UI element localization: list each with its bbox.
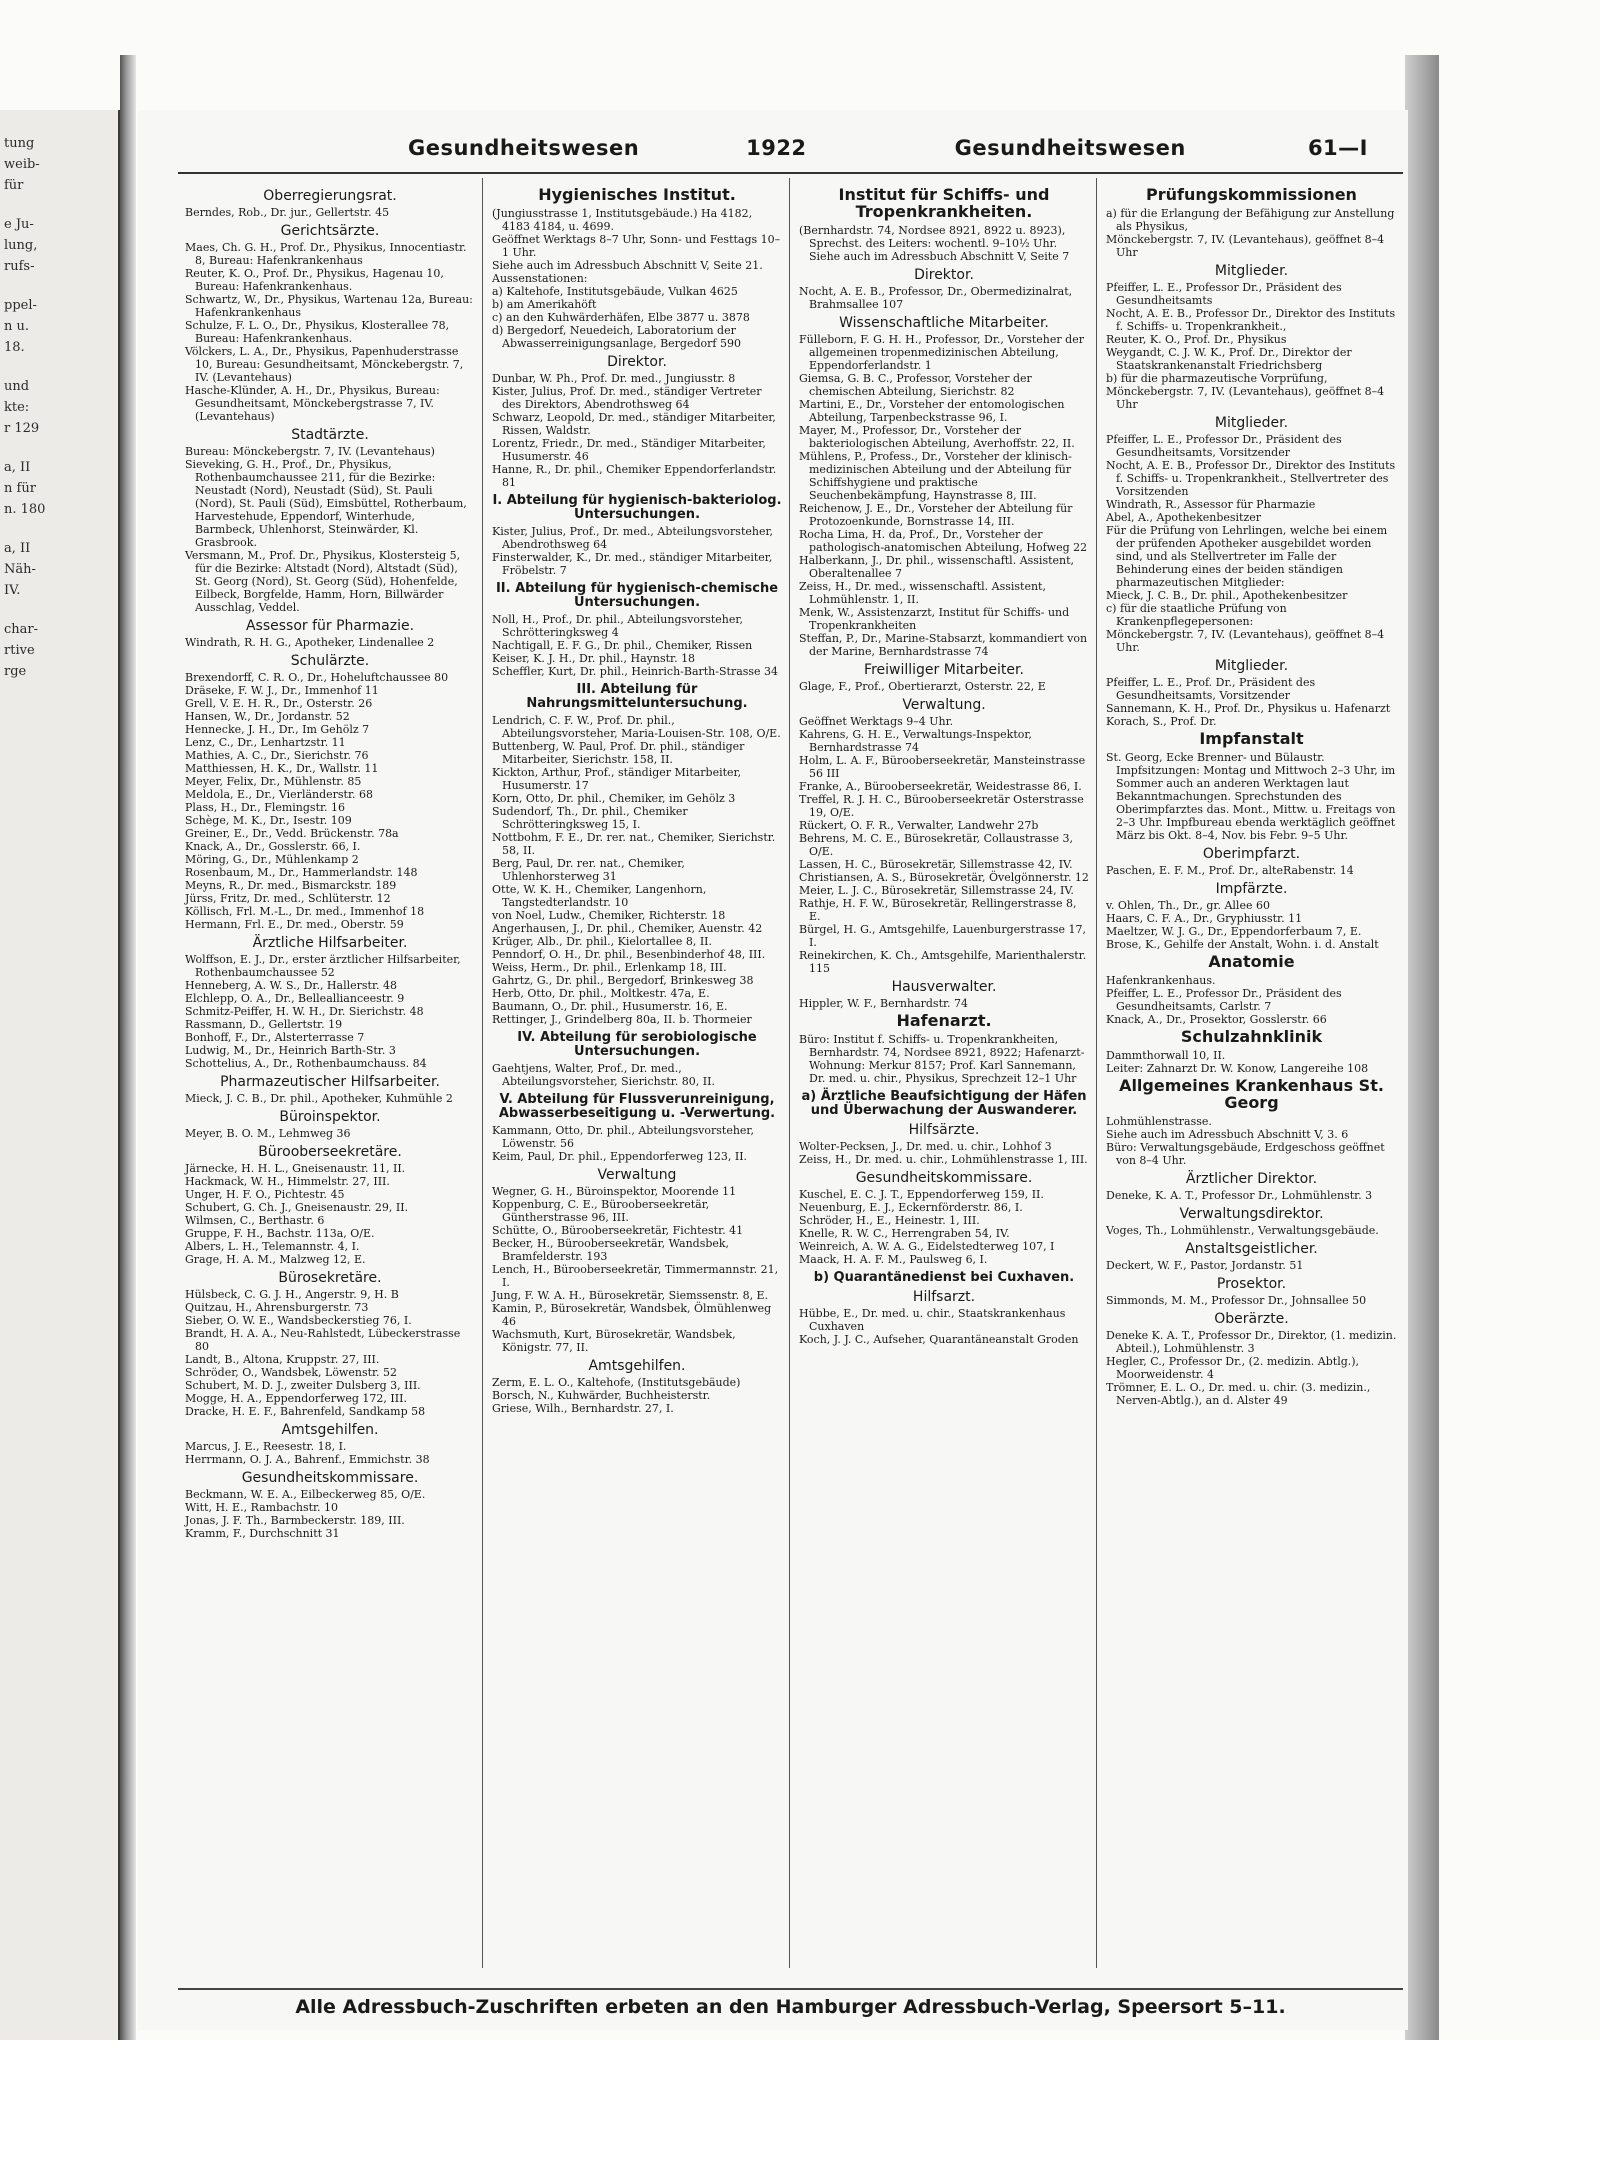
- directory-entry: Hübbe, E., Dr. med. u. chir., Staatskrankenhaus Cuxhaven: [799, 1307, 1066, 1333]
- section-heading: Wissenschaftliche Mitarbeiter.: [839, 315, 1049, 331]
- directory-entry: Korach, S., Prof. Dr.: [1106, 715, 1217, 728]
- directory-entry: Landt, B., Altona, Kruppstr. 27, III.: [185, 1353, 380, 1366]
- directory-entry: Mieck, J. C. B., Dr. phil., Apothekenbesitzer: [1106, 589, 1348, 602]
- directory-entry: Meldola, E., Dr., Vierländerstr. 68: [185, 788, 374, 801]
- prev-page-fragment: a, II: [4, 460, 31, 475]
- directory-entry: Kuschel, E. C. J. T., Eppendorferweg 159, II.: [799, 1188, 1044, 1201]
- section-heading: Mitglieder.: [1214, 415, 1289, 431]
- directory-entry: Nocht, A. E. B., Professor Dr., Direktor des Instituts f. Schiffs- u. Tropenkrankheit.,: [1106, 307, 1396, 333]
- section-heading: Impfanstalt: [1199, 729, 1304, 748]
- directory-entry: Schubert, G. Ch. J., Gneisenaustr. 29, II.: [185, 1201, 409, 1214]
- directory-entry: Schubert, M. D. J., zweiter Dulsberg 3, III.: [185, 1379, 421, 1392]
- directory-entry: Schège, M. K., Dr., Isestr. 109: [185, 814, 352, 827]
- section-heading: Assessor für Pharmazie.: [245, 618, 415, 634]
- directory-entry: Hafenkrankenhaus.: [1106, 974, 1216, 987]
- directory-entry: Weiss, Herm., Dr. phil., Erlenkamp 18, III.: [492, 961, 727, 974]
- directory-entry: Christiansen, A. S., Bürosekretär, Övelgönnerstr. 12: [799, 871, 1089, 884]
- directory-entry: Kahrens, G. H. E., Verwaltungs-Inspektor, Bernhardstrasse 74: [799, 728, 1032, 754]
- directory-entry: Gahrtz, G., Dr. phil., Bergedorf, Brinkesweg 38: [492, 974, 754, 987]
- section-heading: Verwaltung: [597, 1167, 677, 1183]
- directory-entry: Maack, H. A. F. M., Paulsweg 6, I.: [799, 1253, 988, 1266]
- section-heading: Ärztliche Hilfsarbeiter.: [252, 935, 408, 951]
- directory-entry: Fülleborn, F. G. H. H., Professor, Dr., Vorsteher der allgemeinen tropenmedizinischen Abteilung, Eppendorferlandstr. 1: [799, 333, 1084, 372]
- directory-entry: Ludwig, M., Dr., Heinrich Barth-Str. 3: [185, 1044, 396, 1057]
- directory-entry: Pfeiffer, L. E., Prof. Dr., Präsident des Gesundheitsamts, Vorsitzender: [1106, 676, 1316, 702]
- prev-page-fragment: e Ju-: [4, 217, 34, 232]
- prev-page-fragment: r 129: [4, 421, 40, 436]
- directory-entry: Berg, Paul, Dr. rer. nat., Chemiker, Uhlenhorsterweg 31: [492, 857, 685, 883]
- directory-entry: Matthiessen, H. K., Dr., Wallstr. 11: [185, 762, 379, 775]
- section-heading: Verwaltungsdirektor.: [1179, 1206, 1324, 1222]
- directory-entry: Keiser, K. J. H., Dr. phil., Haynstr. 18: [492, 652, 696, 665]
- scan-bottom-margin: [0, 2040, 1600, 2177]
- section-heading: Prüfungskommissionen: [1146, 185, 1357, 204]
- directory-entry: Noll, H., Prof., Dr. phil., Abteilungsvorsteher, Schrötteringksweg 4: [492, 613, 743, 639]
- directory-entry: Aussenstationen:: [492, 272, 588, 285]
- section-heading: Schulzahnklinik: [1180, 1027, 1323, 1046]
- directory-entry: Järnecke, H. H. L., Gneisenaustr. 11, II.: [185, 1162, 406, 1175]
- directory-entry: Schwarz, Leopold, Dr. med., ständiger Mitarbeiter, Rissen, Waldstr.: [492, 411, 776, 437]
- directory-entry: Schottelius, A., Dr., Rothenbaumchauss. 84: [185, 1057, 427, 1070]
- section-heading: Büroinspektor.: [279, 1109, 381, 1125]
- directory-entry: Mieck, J. C. B., Dr. phil., Apotheker, Kuhmühle 2: [185, 1092, 453, 1105]
- directory-entry: Knack, A., Dr., Gosslerstr. 66, I.: [185, 840, 361, 853]
- previous-page-edge: [0, 110, 121, 2050]
- directory-entry: Franke, A., Bürooberseekretär, Weidestrasse 86, I.: [799, 780, 1082, 793]
- directory-entry: Sudendorf, Th., Dr. phil., Chemiker Schrötteringksweg 15, I.: [492, 805, 688, 831]
- section-heading: Oberregierungsrat.: [263, 188, 397, 204]
- section-heading: Mitglieder.: [1214, 263, 1289, 279]
- section-heading: I. Abteilung für hygienisch-bakteriolog. Untersuchungen.: [492, 493, 782, 522]
- directory-entry: Hennecke, J. H., Dr., Im Gehölz 7: [185, 723, 370, 736]
- section-heading: Mitglieder.: [1214, 658, 1289, 674]
- directory-entry: Rückert, O. F. R., Verwalter, Landwehr 27b: [799, 819, 1039, 832]
- directory-entry: Weinreich, A. W. A. G., Eidelstedterweg 107, I: [799, 1240, 1055, 1253]
- directory-entry: Lendrich, C. F. W., Prof. Dr. phil., Abteilungsvorsteher, Maria-Louisen-Str. 108, O/E.: [492, 714, 781, 740]
- directory-entry: Becker, H., Bürooberseekretär, Wandsbek, Bramfelderstr. 193: [492, 1237, 730, 1263]
- directory-entry: Finsterwalder, K., Dr. med., ständiger Mitarbeiter, Fröbelstr. 7: [492, 551, 773, 577]
- section-heading: Allgemeines Krankenhaus St. Georg: [1119, 1076, 1384, 1112]
- prev-page-fragment: weib-: [4, 157, 40, 172]
- directory-entry: Berndes, Rob., Dr. jur., Gellertstr. 45: [185, 206, 390, 219]
- directory-entry: c) an den Kuhwärderhäfen, Elbe 3877 u. 3878: [492, 311, 750, 324]
- directory-entry: Reuter, K. O., Prof. Dr., Physikus, Hagenau 10, Bureau: Hafenkrankenhaus.: [185, 267, 444, 293]
- publisher-footer: Alle Adressbuch-Zuschriften erbeten an den Hamburger Adressbuch-Verlag, Speersort 5–11.: [178, 1988, 1403, 2026]
- directory-entry: a) für die Erlangung der Befähigung zur Anstellung als Physikus,: [1106, 207, 1395, 233]
- directory-entry: Gaehtjens, Walter, Prof., Dr. med., Abteilungsvorsteher, Sierichstr. 80, II.: [492, 1062, 715, 1088]
- directory-entry: Koppenburg, C. E., Bürooberseekretär, Güntherstrasse 96, III.: [492, 1198, 710, 1224]
- directory-entry: Wegner, G. H., Büroinspektor, Moorende 11: [492, 1185, 737, 1198]
- section-heading: Bürosekretäre.: [278, 1270, 382, 1286]
- directory-entry: Versmann, M., Prof. Dr., Physikus, Klostersteig 5, für die Bezirke: Altstadt (Nord), Altstadt (Süd), St. Georg (Nord), St. Georg (Süd), Hohenfelde, Eilbeck, Borgfelde, Hamm, Horn, Billwärder Ausschlag, Veddel.: [185, 549, 461, 614]
- directory-entry: Haars, C. F. A., Dr., Gryphiusstr. 11: [1106, 912, 1303, 925]
- directory-entry: Nocht, A. E. B., Professor, Dr., Obermedizinalrat, Brahmsallee 107: [799, 285, 1073, 311]
- directory-entry: Wolter-Pecksen, J., Dr. med. u. chir., Lohhof 3: [799, 1140, 1052, 1153]
- directory-entry: b) am Amerikahöft: [492, 298, 597, 311]
- section-heading: b) Quarantänedienst bei Cuxhaven.: [813, 1270, 1075, 1285]
- directory-entry: Möring, G., Dr., Mühlenkamp 2: [185, 853, 359, 866]
- prev-page-fragment: n u.: [4, 319, 30, 334]
- section-heading: Schulärzte.: [290, 653, 370, 669]
- header-year: 1922: [746, 136, 807, 160]
- directory-entry: Meyns, R., Dr. med., Bismarckstr. 189: [185, 879, 397, 892]
- directory-entry: Schwartz, W., Dr., Physikus, Wartenau 12a, Bureau: Hafenkrankenhaus: [185, 293, 473, 319]
- directory-entry: Pfeiffer, L. E., Professor Dr., Präsident des Gesundheitsamts, Carlstr. 7: [1106, 987, 1342, 1013]
- directory-entry: Koch, J. J. C., Aufseher, Quarantäneanstalt Groden: [799, 1333, 1079, 1346]
- section-heading: Hausverwalter.: [891, 979, 997, 995]
- directory-entry: Weygandt, C. J. W. K., Prof. Dr., Direktor der Staatskrankenanstalt Friedrichsberg: [1106, 346, 1352, 372]
- directory-entry: Hippler, W. F., Bernhardstr. 74: [799, 997, 969, 1010]
- directory-entry: Keim, Paul, Dr. phil., Eppendorferweg 123, II.: [492, 1150, 748, 1163]
- directory-entry: Elchlepp, O. A., Dr., Belleallianceestr. 9: [185, 992, 405, 1005]
- directory-entry: Deneke K. A. T., Professor Dr., Direktor, (1. medizin. Abteil.), Lohmühlenstr. 3: [1106, 1329, 1397, 1355]
- directory-entry: b) für die pharmazeutische Vorprüfung,: [1106, 372, 1328, 385]
- directory-entry: Marcus, J. E., Reesestr. 18, I.: [185, 1440, 347, 1453]
- directory-entry: Martini, E., Dr., Vorsteher der entomologischen Abteilung, Tarpenbeckstrasse 96, I.: [799, 398, 1065, 424]
- directory-entry: Zerm, E. L. O., Kaltehofe, (Institutsgebäude): [492, 1376, 741, 1389]
- directory-entry: Völckers, L. A., Dr., Physikus, Papenhuderstrasse 10, Bureau: Gesundheitsamt, Mönckebergstr. 7, IV. (Levantehaus): [185, 345, 464, 384]
- directory-entry: Angerhausen, J., Dr. phil., Chemiker, Auenstr. 42: [492, 922, 763, 935]
- section-heading: Impfärzte.: [1215, 881, 1288, 897]
- column-4: [1099, 178, 1404, 1968]
- page-header: [138, 130, 1408, 166]
- directory-entry: Herb, Otto, Dr. phil., Moltkestr. 47a, E.: [492, 987, 710, 1000]
- directory-entry: Rathje, H. F. W., Bürosekretär, Rellingerstrasse 8, E.: [799, 897, 1077, 923]
- section-heading: Hilfsärzte.: [908, 1122, 980, 1138]
- directory-entry: Lassen, H. C., Bürosekretär, Sillemstrasse 42, IV.: [799, 858, 1073, 871]
- directory-entry: Geöffnet Werktags 9–4 Uhr.: [799, 715, 954, 728]
- directory-entry: Bürgel, H. G., Amtsgehilfe, Lauenburgerstrasse 17, I.: [799, 923, 1087, 949]
- directory-entry: Mayer, M., Professor, Dr., Vorsteher der bakteriologischen Abteilung, Averhoffstr. 22, II.: [799, 424, 1075, 450]
- section-heading: Direktor.: [607, 354, 667, 370]
- directory-entry: v. Ohlen, Th., Dr., gr. Allee 60: [1106, 899, 1270, 912]
- directory-entry: Menk, W., Assistenzarzt, Institut für Schiffs- und Tropenkrankheiten: [799, 606, 1070, 632]
- directory-entry: Unger, H. F. O., Pichtestr. 45: [185, 1188, 345, 1201]
- prev-page-fragment: a, II: [4, 541, 31, 556]
- directory-entry: Nottbohm, F. E., Dr. rer. nat., Chemiker, Sierichstr. 58, II.: [492, 831, 776, 857]
- directory-entry: Büro: Institut f. Schiffs- u. Tropenkrankheiten, Bernhardstr. 74, Nordsee 8921, 8922; Hafenarzt-Wohnung: Merkur 8157; Prof. Karl Sannemann, Dr. med. u. chir., Physikus, Sprechzeit 12–1 Uhr: [799, 1033, 1085, 1085]
- directory-entry: Wachsmuth, Kurt, Bürosekretär, Wandsbek, Königstr. 77, II.: [492, 1328, 736, 1354]
- directory-page: [138, 110, 1408, 2030]
- column-2: [485, 178, 790, 1968]
- directory-entry: Windrath, R., Assessor für Pharmazie: [1106, 498, 1316, 511]
- directory-entry: Beckmann, W. E. A., Eilbeckerweg 85, O/E.: [185, 1488, 426, 1501]
- prev-page-fragment: 18.: [4, 340, 25, 355]
- directory-entry: Neuenburg, E. J., Eckernförderstr. 86, I.: [799, 1201, 1023, 1214]
- section-heading: Direktor.: [914, 267, 974, 283]
- directory-entry: Geöffnet Werktags 8–7 Uhr, Sonn- und Festtags 10–1 Uhr.: [492, 233, 781, 259]
- directory-entry: Kamin, P., Bürosekretär, Wandsbek, Ölmühlenweg 46: [492, 1302, 772, 1328]
- directory-entry: Bureau: Mönckebergstr. 7, IV. (Levantehaus): [185, 445, 435, 458]
- directory-entry: Kister, Julius, Prof. Dr. med., ständiger Vertreter des Direktors, Abendrothsweg 64: [492, 385, 762, 411]
- directory-entry: Scheffler, Kurt, Dr. phil., Heinrich-Barth-Strasse 34: [492, 665, 779, 678]
- directory-entry: St. Georg, Ecke Brenner- und Bülaustr. Impfsitzungen: Montag und Mittwoch 2–3 Uhr, im Sommer auch an anderen Werktagen laut Bekanntmachungen. Sprechstunden des Oberimpfarztes das. Mont., Mittw. u. Freitags von 2–3 Uhr. Impfbureau ebenda werktäglich geöffnet März bis Okt. 8–4, Nov. bis Febr. 9–5 Uhr.: [1106, 751, 1396, 842]
- directory-entry: Wilmsen, C., Berthastr. 6: [185, 1214, 325, 1227]
- directory-entry: Knack, A., Dr., Prosektor, Gosslerstr. 66: [1106, 1013, 1327, 1026]
- prev-page-fragment: rufs-: [4, 259, 35, 274]
- directory-entry: Jung, F. W. A. H., Bürosekretär, Siemssenstr. 8, E.: [492, 1289, 769, 1302]
- directory-entry: Dracke, H. E. F., Bahrenfeld, Sandkamp 58: [185, 1405, 426, 1418]
- directory-entry: Hackmack, W. H., Himmelstr. 27, III.: [185, 1175, 390, 1188]
- section-heading: II. Abteilung für hygienisch-chemische Untersuchungen.: [495, 581, 779, 610]
- directory-entry: (Jungiusstrasse 1, Institutsgebäude.) Ha 4182, 4183 4184, u. 4699.: [492, 207, 753, 233]
- prev-page-fragment: kte:: [4, 400, 30, 415]
- directory-entry: Leiter: Zahnarzt Dr. W. Konow, Langereihe 108: [1106, 1062, 1369, 1075]
- section-heading: Hafenarzt.: [896, 1011, 992, 1030]
- directory-entry: Dräseke, F. W. J., Dr., Immenhof 11: [185, 684, 379, 697]
- directory-entry: Reuter, K. O., Prof. Dr., Physikus: [1106, 333, 1287, 346]
- section-heading: Hygienisches Institut.: [538, 185, 736, 204]
- directory-entry: Schulze, F. L. O., Dr., Physikus, Klosterallee 78, Bureau: Hafenkrankenhaus.: [185, 319, 450, 345]
- directory-entry: Halberkann, J., Dr. phil., wissenschaftl. Assistent, Oberaltenallee 7: [799, 554, 1075, 580]
- directory-columns: [178, 178, 1403, 1978]
- directory-entry: Dammthorwall 10, II.: [1106, 1049, 1226, 1062]
- directory-entry: Grage, H. A. M., Malzweg 12, E.: [185, 1253, 366, 1266]
- directory-entry: Brose, K., Gehilfe der Anstalt, Wohn. i. d. Anstalt: [1106, 938, 1379, 951]
- directory-entry: Abel, A., Apothekenbesitzer: [1106, 511, 1262, 524]
- section-heading: IV. Abteilung für serobiologische Untersuchungen.: [517, 1030, 757, 1059]
- directory-entry: Lohmühlenstrasse.: [1106, 1115, 1212, 1128]
- prev-page-fragment: ppel-: [4, 298, 37, 313]
- directory-entry: Hermann, Frl. E., Dr. med., Oberstr. 59: [185, 918, 404, 931]
- prev-page-fragment: tung: [4, 136, 35, 151]
- directory-entry: Sieber, O. W. E., Wandsbeckerstieg 76, I.: [185, 1314, 412, 1327]
- directory-entry: Siehe auch im Adressbuch Abschnitt V, 3. 6: [1106, 1128, 1349, 1141]
- directory-entry: Bonhoff, F., Dr., Alsterterrasse 7: [185, 1031, 365, 1044]
- directory-entry: Rosenbaum, M., Dr., Hammerlandstr. 148: [185, 866, 418, 879]
- prev-page-fragment: rtive: [4, 643, 35, 658]
- directory-entry: Plass, H., Dr., Flemingstr. 16: [185, 801, 346, 814]
- prev-page-fragment: lung,: [4, 238, 38, 253]
- directory-entry: Knelle, R. W. C., Herrengraben 54, IV.: [799, 1227, 1010, 1240]
- section-heading: Amtsgehilfen.: [588, 1358, 686, 1374]
- directory-entry: Steffan, P., Dr., Marine-Stabsarzt, kommandiert von der Marine, Bernhardstrasse 74: [799, 632, 1088, 658]
- directory-entry: Lorentz, Friedr., Dr. med., Ständiger Mitarbeiter, Husumerstr. 46: [492, 437, 766, 463]
- directory-entry: Hanne, R., Dr. phil., Chemiker Eppendorferlandstr. 81: [492, 463, 777, 489]
- directory-entry: Griese, Wilh., Bernhardstr. 27, I.: [492, 1402, 674, 1415]
- directory-entry: Krüger, Alb., Dr. phil., Kielortallee 8, II.: [492, 935, 713, 948]
- directory-entry: Zeiss, H., Dr. med., wissenschaftl. Assistent, Lohmühlenstr. 1, II.: [799, 580, 1046, 606]
- directory-entry: Hegler, C., Professor Dr., (2. medizin. Abtlg.), Moorweidenstr. 4: [1106, 1355, 1360, 1381]
- directory-entry: Kammann, Otto, Dr. phil., Abteilungsvorsteher, Löwenstr. 56: [492, 1124, 754, 1150]
- directory-entry: Brandt, H. A. A., Neu-Rahlstedt, Lübeckerstrasse 80: [185, 1327, 461, 1353]
- directory-entry: Treffel, R. J. H. C., Bürooberseekretär Osterstrasse 19, O/E.: [799, 793, 1084, 819]
- prev-page-fragment: rge: [4, 664, 27, 679]
- directory-entry: Pfeiffer, L. E., Professor Dr., Präsident des Gesundheitsamts: [1106, 281, 1342, 307]
- section-heading: Oberimpfarzt.: [1202, 846, 1301, 862]
- directory-entry: Rettinger, J., Grindelberg 80a, II. b. Thormeier: [492, 1013, 752, 1026]
- directory-entry: Meyer, Felix, Dr., Mühlenstr. 85: [185, 775, 362, 788]
- directory-entry: Quitzau, H., Ahrensburgerstr. 73: [185, 1301, 369, 1314]
- directory-entry: Brexendorff, C. R. O., Dr., Hoheluftchaussee 80: [185, 671, 449, 684]
- header-page-number: 61—I: [1307, 136, 1368, 160]
- directory-entry: Schröder, O., Wandsbek, Löwenstr. 52: [185, 1366, 398, 1379]
- book-gutter: [120, 55, 136, 2130]
- directory-entry: Hasche-Klünder, A. H., Dr., Physikus, Bureau: Gesundheitsamt, Mönckebergstrasse 7, IV. (Levantehaus): [185, 384, 440, 423]
- prev-page-fragment: Näh-: [4, 562, 36, 577]
- directory-entry: Greiner, E., Dr., Vedd. Brückenstr. 78a: [185, 827, 399, 840]
- directory-entry: Mönckebergstr. 7, IV. (Levantehaus), geöffnet 8–4 Uhr: [1106, 385, 1385, 411]
- directory-entry: Deckert, W. F., Pastor, Jordanstr. 51: [1106, 1259, 1304, 1272]
- section-heading: Hilfsarzt.: [912, 1289, 976, 1305]
- directory-entry: Jürss, Fritz, Dr. med., Schlüterstr. 12: [185, 892, 391, 905]
- directory-entry: Mühlens, P., Profess., Dr., Vorsteher der klinisch-medizinischen Abteilung und der Abteilung für Schiffshygiene und praktische Seuchenbekämpfung, Haynstrasse 8, III.: [799, 450, 1072, 502]
- directory-entry: Simmonds, M. M., Professor Dr., Johnsallee 50: [1106, 1294, 1367, 1307]
- directory-entry: Reinekirchen, K. Ch., Amtsgehilfe, Marienthalerstr. 115: [799, 949, 1087, 975]
- directory-entry: Grell, V. E. H. R., Dr., Osterstr. 26: [185, 697, 373, 710]
- directory-entry: Hülsbeck, C. G. J. H., Angerstr. 9, H. B: [185, 1288, 399, 1301]
- directory-entry: Nachtigall, E. F. G., Dr. phil., Chemiker, Rissen: [492, 639, 753, 652]
- directory-entry: Kickton, Arthur, Prof., ständiger Mitarbeiter, Husumerstr. 17: [492, 766, 742, 792]
- directory-entry: Mogge, H. A., Eppendorferweg 172, III.: [185, 1392, 407, 1405]
- section-heading: Gesundheitskommissare.: [855, 1170, 1033, 1186]
- directory-entry: Buttenberg, W. Paul, Prof. Dr. phil., ständiger Mitarbeiter, Sierichstr. 158, II.: [492, 740, 745, 766]
- directory-entry: Jonas, J. F. Th., Barmbeckerstr. 189, III.: [185, 1514, 405, 1527]
- directory-entry: Deneke, K. A. T., Professor Dr., Lohmühlenstr. 3: [1106, 1189, 1373, 1202]
- directory-entry: Pfeiffer, L. E., Professor Dr., Präsident des Gesundheitsamts, Vorsitzender: [1106, 433, 1342, 459]
- directory-entry: Lench, H., Bürooberseekretär, Timmermannstr. 21, I.: [492, 1263, 779, 1289]
- page-right-edge: [1405, 55, 1439, 2130]
- directory-entry: Für die Prüfung von Lehrlingen, welche bei einem der prüfenden Apotheker ausgebildet worden sind, und als Stellvertreter im Falle der Behinderung eines der beiden ständigen pharmazeutischen Mitglieder:: [1106, 524, 1388, 589]
- directory-entry: Mathies, A. C., Dr., Sierichstr. 76: [185, 749, 369, 762]
- directory-entry: Mönckebergstr. 7, IV. (Levantehaus), geöffnet 8–4 Uhr: [1106, 233, 1385, 259]
- directory-entry: Albers, L. H., Telemannstr. 4, I.: [185, 1240, 360, 1253]
- header-title-right: Gesundheitswesen: [954, 136, 1186, 160]
- prev-page-fragment: für: [4, 178, 24, 193]
- section-heading: Gerichtsärzte.: [280, 223, 380, 239]
- section-heading: Freiwilliger Mitarbeiter.: [864, 662, 1024, 678]
- section-heading: Gesundheitskommissare.: [241, 1470, 419, 1486]
- directory-entry: Behrens, M. C. E., Bürosekretär, Collaustrasse 3, O/E.: [799, 832, 1074, 858]
- directory-entry: Siehe auch im Adressbuch Abschnitt V, Seite 21.: [492, 259, 763, 272]
- section-heading: Ärztlicher Direktor.: [1185, 1171, 1318, 1187]
- directory-entry: Voges, Th., Lohmühlenstr., Verwaltungsgebäude.: [1106, 1224, 1379, 1237]
- prev-page-fragment: n. 180: [4, 502, 46, 517]
- prev-page-fragment: n für: [4, 481, 36, 496]
- section-heading: Stadtärzte.: [291, 427, 369, 443]
- prev-page-fragment: und: [4, 379, 30, 394]
- directory-entry: Zeiss, H., Dr. med. u. chir., Lohmühlenstrasse 1, III.: [799, 1153, 1088, 1166]
- directory-entry: Kramm, F., Durchschnitt 31: [185, 1527, 340, 1540]
- directory-entry: Giemsa, G. B. C., Professor, Vorsteher der chemischen Abteilung, Sierichstr. 82: [799, 372, 1032, 398]
- directory-entry: Penndorf, O. H., Dr. phil., Besenbinderhof 48, III.: [492, 948, 766, 961]
- directory-entry: Maeltzer, W. J. G., Dr., Eppendorferbaum 7, E.: [1106, 925, 1362, 938]
- directory-entry: Gruppe, F. H., Bachstr. 113a, O/E.: [185, 1227, 375, 1240]
- directory-entry: Sannemann, K. H., Prof. Dr., Physikus u. Hafenarzt: [1106, 702, 1391, 715]
- directory-entry: c) für die staatliche Prüfung von Krankenpflegepersonen:: [1106, 602, 1287, 628]
- section-heading: V. Abteilung für Flussverunreinigung, Abwasserbeseitigung u. -Verwertung.: [498, 1092, 776, 1121]
- column-3: [792, 178, 1097, 1968]
- directory-entry: Henneberg, A. W. S., Dr., Hallerstr. 48: [185, 979, 397, 992]
- directory-entry: Köllisch, Frl. M.-L., Dr. med., Immenhof 18: [185, 905, 425, 918]
- section-heading: III. Abteilung für Nahrungsmitteluntersuchung.: [526, 682, 748, 711]
- directory-entry: Paschen, E. F. M., Prof. Dr., alteRabenstr. 14: [1106, 864, 1354, 877]
- directory-entry: Korn, Otto, Dr. phil., Chemiker, im Gehölz 3: [492, 792, 736, 805]
- directory-entry: Lenz, C., Dr., Lenhartzstr. 11: [185, 736, 346, 749]
- directory-entry: Hansen, W., Dr., Jordanstr. 52: [185, 710, 350, 723]
- section-heading: Anatomie: [1208, 952, 1295, 971]
- section-heading: Prosektor.: [1216, 1276, 1287, 1292]
- directory-entry: Schröder, H., E., Heinestr. 1, III.: [799, 1214, 980, 1227]
- prev-page-fragment: char-: [4, 622, 39, 637]
- directory-entry: (Bernhardstr. 74, Nordsee 8921, 8922 u. 8923), Sprechst. des Leiters: wochentl. 9–10½ Uhr. Siehe auch im Adressbuch Abschnitt V, Seite 7: [799, 224, 1070, 263]
- directory-entry: Kister, Julius, Prof., Dr. med., Abteilungsvorsteher, Abendrothsweg 64: [492, 525, 774, 551]
- directory-entry: Sieveking, G. H., Prof., Dr., Physikus, Rothenbaumchaussee 211, für die Bezirke: Neustadt (Nord), Neustadt (Süd), St. Pauli (Nord), St. Pauli (Süd), Eimsbüttel, Rotherbaum, Harvestehude, Eppendorf, Winterhude, Barmbeck, Uhlenhorst, Steinwärder, Kl. Grasbrook.: [185, 458, 467, 549]
- section-heading: Bürooberseekretäre.: [258, 1144, 402, 1160]
- directory-entry: Windrath, R. H. G., Apotheker, Lindenallee 2: [185, 636, 435, 649]
- directory-entry: Herrmann, O. J. A., Bahrenf., Emmichstr. 38: [185, 1453, 430, 1466]
- section-heading: a) Ärztliche Beaufsichtigung der Häfen und Überwachung der Auswanderer.: [801, 1089, 1087, 1118]
- directory-entry: Büro: Verwaltungsgebäude, Erdgeschoss geöffnet von 8–4 Uhr.: [1106, 1141, 1385, 1167]
- directory-entry: Meier, L. J. C., Bürosekretär, Sillemstrasse 24, IV.: [799, 884, 1074, 897]
- directory-entry: a) Kaltehofe, Institutsgebäude, Vulkan 4625: [492, 285, 738, 298]
- directory-entry: Rocha Lima, H. da, Prof., Dr., Vorsteher der pathologisch-anatomischen Abteilung, Hofweg 22: [799, 528, 1088, 554]
- directory-entry: Rassmann, D., Gellertstr. 19: [185, 1018, 343, 1031]
- directory-entry: Trömner, E. L. O., Dr. med. u. chir. (3. medizin., Nerven-Abtlg.), an d. Alster 49: [1106, 1381, 1371, 1407]
- section-heading: Amtsgehilfen.: [281, 1422, 379, 1438]
- directory-entry: Wolffson, E. J., Dr., erster ärztlicher Hilfsarbeiter, Rothenbaumchaussee 52: [185, 953, 461, 979]
- section-heading: Oberärzte.: [1214, 1311, 1289, 1327]
- directory-entry: von Noel, Ludw., Chemiker, Richterstr. 18: [492, 909, 726, 922]
- section-heading: Institut für Schiffs- und Tropenkrankheiten.: [838, 185, 1050, 221]
- section-heading: Verwaltung.: [902, 697, 986, 713]
- column-1: [178, 178, 483, 1968]
- directory-entry: Otte, W. K. H., Chemiker, Langenhorn, Tangstedterlandstr. 10: [492, 883, 707, 909]
- directory-entry: Reichenow, J. E., Dr., Vorsteher der Abteilung für Protozoenkunde, Bornstrasse 14, III.: [799, 502, 1073, 528]
- directory-entry: Glage, F., Prof., Obertierarzt, Osterstr. 22, E: [799, 680, 1046, 693]
- section-heading: Anstaltsgeistlicher.: [1185, 1241, 1318, 1257]
- directory-entry: Holm, L. A. F., Bürooberseekretär, Mansteinstrasse 56 III: [799, 754, 1086, 780]
- directory-entry: Dunbar, W. Ph., Prof. Dr. med., Jungiusstr. 8: [492, 372, 736, 385]
- directory-entry: Witt, H. E., Rambachstr. 10: [185, 1501, 339, 1514]
- directory-entry: Baumann, O., Dr. phil., Husumerstr. 16, E.: [492, 1000, 728, 1013]
- directory-entry: Maes, Ch. G. H., Prof. Dr., Physikus, Innocentiastr. 8, Bureau: Hafenkrankenhaus: [185, 241, 467, 267]
- directory-entry: d) Bergedorf, Neuedeich, Laboratorium der Abwasserreinigungsanlage, Bergedorf 590: [492, 324, 741, 350]
- directory-entry: Meyer, B. O. M., Lehmweg 36: [185, 1127, 351, 1140]
- directory-entry: Mönckebergstr. 7, IV. (Levantehaus), geöffnet 8–4 Uhr.: [1106, 628, 1385, 654]
- directory-entry: Schmitz-Peiffer, H. W. H., Dr. Sierichstr. 48: [185, 1005, 424, 1018]
- section-heading: Pharmazeutischer Hilfsarbeiter.: [220, 1074, 440, 1090]
- directory-entry: Borsch, N., Kuhwärder, Buchheisterstr.: [492, 1389, 711, 1402]
- directory-entry: Nocht, A. E. B., Professor Dr., Direktor des Instituts f. Schiffs- u. Tropenkrankheit., Stellvertreter des Vorsitzenden: [1106, 459, 1396, 498]
- directory-entry: Schütte, O., Bürooberseekretär, Fichtestr. 41: [492, 1224, 744, 1237]
- header-title-left: Gesundheitswesen: [408, 136, 640, 160]
- prev-page-fragment: IV.: [4, 583, 21, 598]
- header-rule: [178, 172, 1403, 174]
